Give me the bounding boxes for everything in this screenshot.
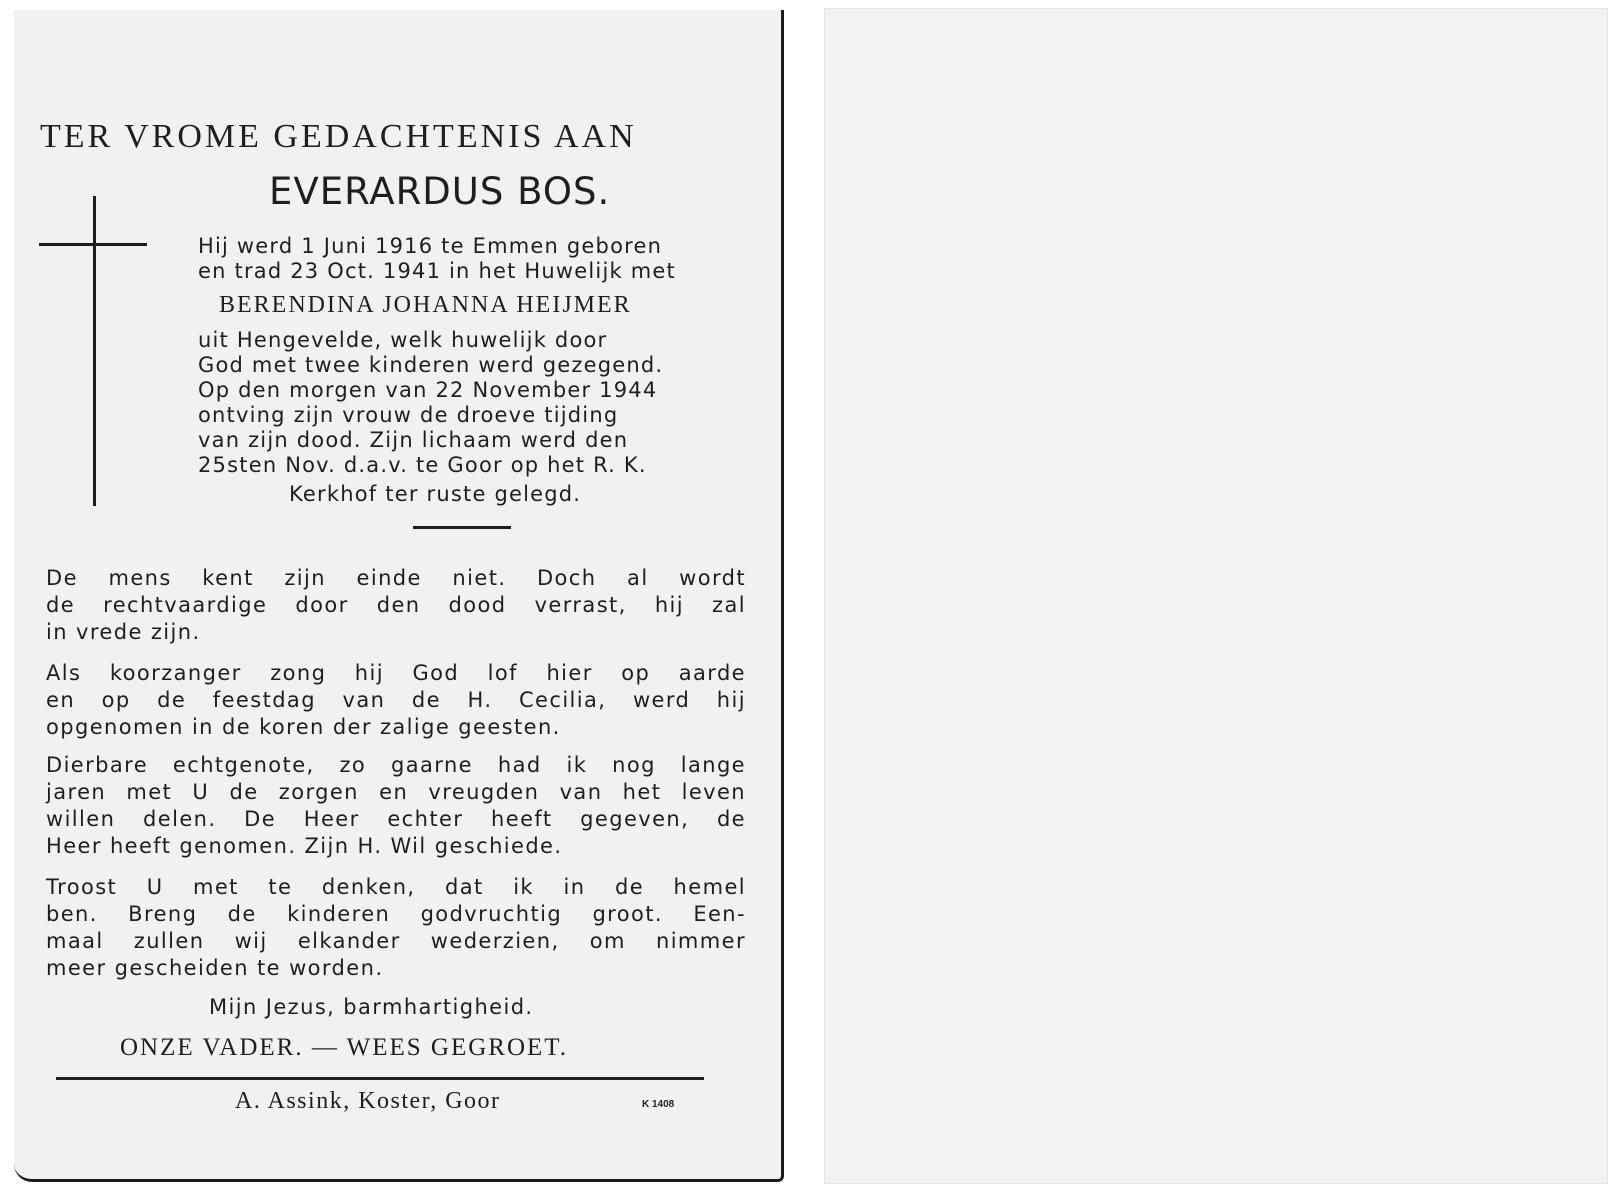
paragraph-line: meer gescheiden te worden. — [46, 956, 384, 980]
paragraph-line: Als koorzanger zong hij God lof hier op aarde — [46, 661, 746, 685]
cross-horizontal-bar — [39, 243, 147, 246]
paragraph-line: en op de feestdag van de H. Cecilia, werd hij — [46, 688, 746, 712]
deceased-name: EVERARDUS BOS. — [269, 170, 611, 213]
paragraph-line: ben. Breng de kinderen godvruchtig groot. Een- — [46, 902, 746, 926]
bio-body — [198, 328, 738, 478]
paragraph-line: maal zullen wij elkander wederzien, om nimmer — [46, 929, 746, 953]
paragraph-1 — [46, 565, 746, 646]
spouse-name: BERENDINA JOHANNA HEIJMER — [219, 292, 632, 318]
paragraph-line: Troost U met te denken, dat ik in de hemel — [46, 875, 746, 899]
memorial-card-front — [14, 10, 784, 1182]
paragraph-line: jaren met U de zorgen en vreugden van het leven — [46, 780, 746, 804]
divider-long — [56, 1077, 704, 1080]
bio-line-last: Kerkhof ter ruste gelegd. — [289, 482, 582, 506]
paragraph-line: opgenomen in de koren der zalige geesten. — [46, 715, 561, 739]
paragraph-line: Heer heeft genomen. Zijn H. Wil geschiede. — [46, 834, 563, 858]
bio-intro — [198, 234, 738, 284]
paragraph-4 — [46, 874, 746, 982]
paragraph-line: in vrede zijn. — [46, 620, 201, 644]
printer-credit: A. Assink, Koster, Goor — [235, 1088, 501, 1114]
paragraph-line: willen delen. De Heer echter heeft gegeven, de — [46, 807, 746, 831]
bio-line: 25sten Nov. d.a.v. te Goor op het R. K. — [198, 453, 647, 477]
print-code: K 1408 — [642, 1099, 675, 1110]
paragraph-line: De mens kent zijn einde niet. Doch al wordt — [46, 566, 746, 590]
bio-line: God met twee kinderen werd gezegend. — [198, 353, 664, 377]
bio-line: uit Hengevelde, welk huwelijk door — [198, 328, 608, 352]
paragraph-line: de rechtvaardige door den dood verrast, hij zal — [46, 593, 746, 617]
memorial-card-back — [824, 8, 1608, 1184]
card-heading: TER VROME GEDACHTENIS AAN — [40, 118, 637, 155]
prayer-titles: ONZE VADER. — WEES GEGROET. — [120, 1034, 568, 1061]
bio-line: Hij werd 1 Juni 1916 te Emmen geboren — [198, 234, 663, 258]
bio-line: Op den morgen van 22 November 1944 — [198, 378, 658, 402]
paragraph-line: Dierbare echtgenote, zo gaarne had ik nog lange — [46, 753, 746, 777]
bio-line: van zijn dood. Zijn lichaam werd den — [198, 428, 629, 452]
prayer-invocation: Mijn Jezus, barmhartigheid. — [209, 995, 534, 1019]
bio-line: ontving zijn vrouw de droeve tijding — [198, 403, 619, 427]
divider-short — [413, 526, 511, 529]
bio-line: en trad 23 Oct. 1941 in het Huwelijk met — [198, 259, 676, 283]
paragraph-3 — [46, 752, 746, 860]
paragraph-2 — [46, 660, 746, 741]
